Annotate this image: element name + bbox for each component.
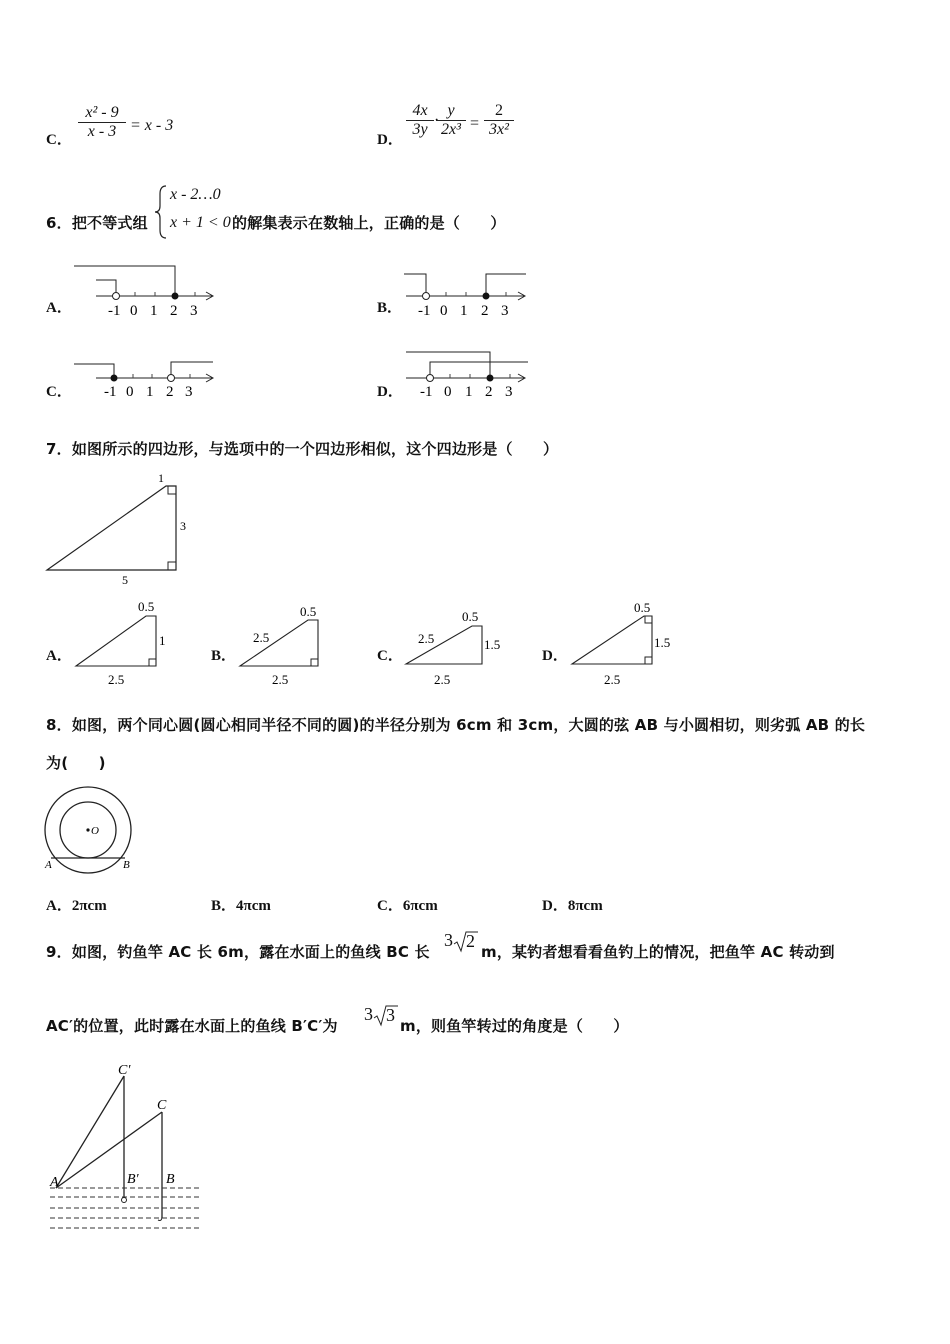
option-label: D． — [377, 384, 403, 400]
question-line-2a: AC′的位置，此时露在水面上的鱼线 B′C′为 — [46, 1017, 338, 1035]
option-label: C． — [377, 648, 403, 664]
equation-rhs: = x - 3 — [130, 117, 174, 134]
tick-label: 3 — [505, 384, 513, 400]
side-label: 2.5 — [253, 630, 270, 645]
point-label: B — [166, 1172, 175, 1187]
fishing-rod-figure — [44, 1056, 214, 1236]
side-label: 3 — [180, 519, 186, 533]
point-label: B′ — [127, 1172, 139, 1187]
question-line-2b: m，则鱼竿转过的角度是（ ） — [400, 1017, 629, 1035]
side-label: 0.5 — [138, 599, 155, 614]
question-stem-line-2: 为( ) — [46, 754, 106, 772]
main-quadrilateral — [44, 468, 194, 590]
fraction: y 2x³ — [436, 102, 466, 139]
side-label: 2.5 — [604, 672, 621, 687]
question-stem: 7．如图所示的四边形，与选项中的一个四边形相似，这个四边形是（ ） — [46, 440, 559, 458]
side-label: 5 — [122, 573, 128, 587]
side-label: 2.5 — [108, 672, 125, 687]
tick-label: 3 — [185, 384, 193, 400]
tick-label: 1 — [460, 303, 468, 319]
answer-option-d: D．8πcm — [542, 898, 603, 914]
option-label: B． — [377, 300, 403, 316]
tick-label: 2 — [481, 303, 489, 319]
inequality-1: x - 2…0 — [170, 186, 221, 203]
number-line-d — [402, 346, 532, 402]
side-label: 2.5 — [272, 672, 289, 687]
concentric-circles-figure — [40, 786, 144, 876]
option-label: B． — [211, 648, 237, 664]
tick-label: 3 — [501, 303, 509, 319]
radical-coefficient: 3 — [364, 1004, 373, 1024]
answer-option-c: C．6πcm — [377, 898, 438, 914]
quad-option-c — [402, 604, 512, 692]
tick-label: 0 — [126, 384, 134, 400]
side-label: 2.5 — [418, 631, 435, 646]
point-label: A — [50, 1175, 59, 1190]
radicand: 2 — [466, 931, 475, 951]
tick-label: -1 — [418, 303, 431, 319]
tick-label: 1 — [146, 384, 154, 400]
tick-label: 2 — [170, 303, 178, 319]
side-label: 1 — [158, 471, 164, 485]
tick-label: 3 — [190, 303, 198, 319]
point-label: A — [45, 859, 52, 871]
side-label: 1.5 — [484, 637, 501, 652]
answer-option-a: A．2πcm — [46, 898, 107, 914]
side-label: 1.5 — [654, 635, 671, 650]
tick-label: 1 — [150, 303, 158, 319]
fraction: x² - 9 x - 3 — [78, 104, 126, 141]
option-label: D． — [542, 648, 568, 664]
side-label: 2.5 — [434, 672, 451, 687]
fraction: 2 3x² — [484, 102, 514, 139]
question-line-1a: 9．如图，钓鱼竿 AC 长 6m，露在水面上的鱼线 BC 长 — [46, 943, 430, 961]
radical-coefficient: 3 — [444, 930, 453, 950]
question-suffix: 的解集表示在数轴上，正确的是（ ） — [232, 214, 506, 232]
number-line-b — [402, 262, 532, 320]
number-line-c — [70, 350, 220, 402]
left-brace-icon — [154, 184, 168, 240]
center-label: O — [91, 825, 99, 837]
option-label: D． — [377, 132, 403, 148]
tick-label: 0 — [444, 384, 452, 400]
answer-option-b: B．4πcm — [211, 898, 271, 914]
tick-label: 0 — [130, 303, 138, 319]
equals-sign: = — [470, 115, 480, 132]
inequality-2: x + 1 < 0 — [170, 214, 231, 231]
tick-label: 2 — [485, 384, 493, 400]
quad-option-d — [566, 596, 686, 692]
tick-label: -1 — [420, 384, 433, 400]
side-label: 0.5 — [634, 600, 651, 615]
point-label: C — [157, 1098, 167, 1113]
side-label: 1 — [159, 633, 166, 648]
quad-option-a — [70, 596, 180, 692]
tick-label: 0 — [440, 303, 448, 319]
option-label: C． — [46, 384, 72, 400]
fraction: 4x 3y — [406, 102, 434, 139]
side-label: 0.5 — [300, 604, 317, 619]
question-stem-line-1: 8．如图，两个同心圆(圆心相同半径不同的圆)的半径分别为 6cm 和 3cm，大圆的弦 AB 与小圆相切，则劣弧 AB 的长 — [46, 716, 866, 734]
question-prefix: 6．把不等式组 — [46, 214, 148, 232]
tick-label: 2 — [166, 384, 174, 400]
side-label: 0.5 — [462, 609, 479, 624]
point-label: B — [123, 859, 130, 871]
option-label: A． — [46, 648, 72, 664]
option-label: C． — [46, 132, 72, 148]
tick-label: -1 — [104, 384, 117, 400]
option-label: A． — [46, 300, 72, 316]
radicand: 3 — [386, 1005, 395, 1025]
question-line-1b: m，某钓者想看看鱼钓上的情况，把鱼竿 AC 转动到 — [481, 943, 835, 961]
quad-option-b — [236, 598, 336, 692]
tick-label: 1 — [465, 384, 473, 400]
tick-label: -1 — [108, 303, 121, 319]
number-line-a — [70, 262, 220, 320]
point-label: C′ — [118, 1063, 131, 1078]
